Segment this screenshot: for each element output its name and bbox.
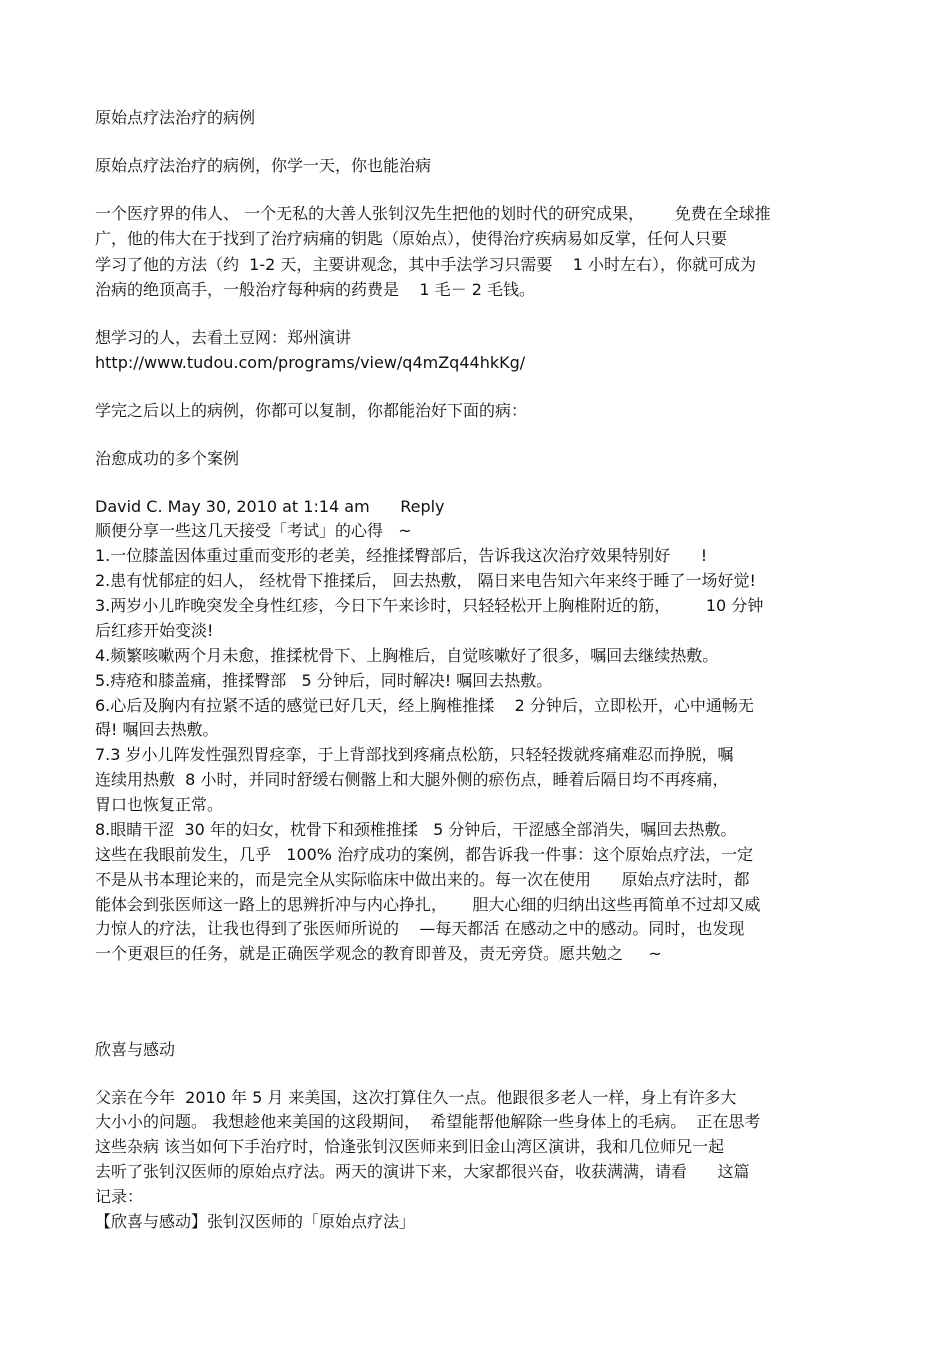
comment-line: 顺便分享一些这几天接受「考试」的心得 ~ [95,521,412,540]
story-line-2: 大小小的问题。 我想趁他来美国的这段期间， 希望能帮他解除一些身体上的毛病。 正在思考 [95,1112,761,1131]
case-item-6: 6.心后及胸内有拉紧不适的感觉已好几天，经上胸椎推揉 2 分钟后，立即松开，心中通畅无 [95,696,754,715]
story-line-3: 这些杂病 该当如何下手治疗时，恰逢张钊汉医师来到旧金山湾区演讲，我和几位师兄一起 [95,1137,725,1156]
subtitle-line: 原始点疗法治疗的病例，你学一天，你也能治病 [95,156,432,175]
summary-line-4: 力惊人的疗法，让我也得到了张医师所说的 —每天都活 在感动之中的感动。同时，也发现 [95,919,745,938]
case-item-1: 1.一位膝盖因体重过重而变形的老美，经推揉臀部后，告诉我这次治疗效果特别好 ! [95,546,708,565]
summary-line-1: 这些在我眼前发生，几乎 100% 治疗成功的案例，都告诉我一件事：这个原始点疗法，一定 [95,845,754,864]
intro-line-2: 广，他的伟大在于找到了治疗病痛的钥匙（原始点），使得治疗疾病易如反掌，任何人只要 [95,229,728,248]
intro-line-3: 学习了他的方法（约 1-2 天，主要讲观念，其中手法学习只需要 1 小时左右），你就可成为 [95,255,757,274]
case-item-4: 4.频繁咳嗽两个月未愈，推揉枕骨下、上胸椎后，自觉咳嗽好了很多，嘱回去继续热敷。 [95,646,719,665]
intro-line-4: 治病的绝顶高手，一般治疗每种病的药费是 1 毛－ 2 毛钱。 [95,280,535,299]
summary-line-3: 能体会到张医师这一路上的思辨折冲与内心挣扎， 胆大心细的归纳出这些再简单不过却又威 [95,895,761,914]
case-item-7-cont-2: 胃口也恢复正常。 [95,795,224,814]
copy-cases-line: 学完之后以上的病例，你都可以复制，你都能治好下面的病： [95,401,528,420]
section-heading-joy: 欣喜与感动 [95,1040,176,1059]
story-line-1: 父亲在今年 2010 年 5 月 来美国，这次打算住久一点。他跟很多老人一样，身上有许多大 [95,1088,737,1107]
case-item-3-cont: 后红疹开始变淡! [95,621,214,640]
intro-line-1: 一个医疗界的伟人、 一个无私的大善人张钊汉先生把他的划时代的研究成果， 免费在全球推 [95,204,771,223]
article-link-title[interactable]: 【欣喜与感动】张钊汉医师的「原始点疗法」 [95,1212,416,1231]
case-item-7: 7.3 岁小儿阵发性强烈胃痉挛，于上背部找到疼痛点松筋，只轻轻拨就疼痛难忍而挣脱，嘱 [95,745,734,764]
document-title: 原始点疗法治疗的病例 [95,108,256,127]
story-line-4: 去听了张钊汉医师的原始点疗法。两天的演讲下来，大家都很兴奋，收获满满，请看 这篇 [95,1162,750,1181]
case-item-6-cont: 碍! 嘱回去热敷。 [95,720,219,739]
story-line-5: 记录： [95,1187,144,1206]
case-item-7-cont-1: 连续用热敷 8 小时，并同时舒缓右侧髂上和大腿外侧的瘀伤点，睡着后隔日均不再疼痛， [95,770,729,789]
case-item-2: 2.患有忧郁症的妇人， 经枕骨下推揉后， 回去热敷， 隔日来电告知六年来终于睡了一场好觉! [95,571,756,590]
case-item-5: 5.痔疮和膝盖痛，推揉臀部 5 分钟后，同时解决! 嘱回去热敷。 [95,671,553,690]
summary-line-5: 一个更艰巨的任务，就是正确医学观念的教育即普及，责无旁贷。愿共勉之 ~ [95,944,662,963]
video-link[interactable]: http://www.tudou.com/programs/view/q4mZq44hkKg/ [95,353,526,372]
section-heading-cases: 治愈成功的多个案例 [95,449,240,468]
summary-line-2: 不是从书本理论来的，而是完全从实际临床中做出来的。每一次在使用 原始点疗法时，都 [95,870,750,889]
learn-line: 想学习的人，去看土豆网：郑州演讲 [95,328,352,347]
case-item-3: 3.两岁小儿昨晚突发全身性红疹，今日下午来诊时，只轻轻松开上胸椎附近的筋， 10 分钟 [95,596,764,615]
comment-author-line: David C. May 30, 2010 at 1:14 am Reply [95,497,445,516]
case-item-8: 8.眼睛干涩 30 年的妇女，枕骨下和颈椎推揉 5 分钟后，干涩感全部消失，嘱回去热敷。 [95,820,737,839]
